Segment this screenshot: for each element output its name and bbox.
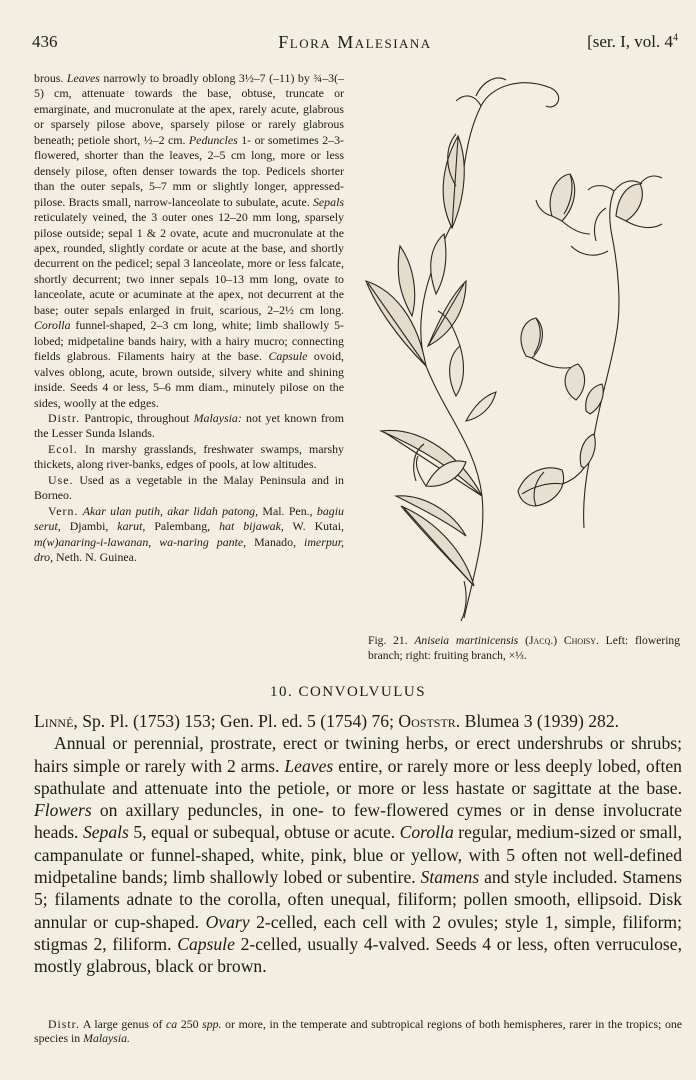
text-run: Pantropic, throughout (80, 410, 194, 425)
text-run: funnel-shaped, 2–3 cm long, white; limb shallowly 5-lobed; midpetaline bands hairy, with a hairy mucro; connecting fields glabrous. Filaments hairy at the base. (34, 318, 344, 364)
text-run: 2-celled, usually 4-valved. Seeds 4 or less, often verruculose, mostly glabrous, black or brown. (34, 933, 682, 977)
series-superscript: 4 (673, 32, 678, 44)
text-run: In marshy grasslands, freshwater swamps, marshy thickets, along river-banks, edges of pools, at low altitudes. (34, 441, 344, 472)
text-run: Flowers (34, 800, 92, 821)
text-run: on axillary peduncles, in one- to few-flowered cymes or in dense involucrate heads. (34, 800, 682, 843)
text-run: m(w)anaring-i-lawanan, wa-naring pante, (34, 534, 247, 549)
text-run: Left: flowering branch; right: fruiting branch, ×⅓. (368, 634, 681, 662)
text-run: Capsule (268, 349, 308, 364)
text-run: A large genus of (79, 1016, 167, 1031)
text-run: Use. (48, 472, 74, 487)
series-text: [ser. I, vol. 4 (587, 32, 673, 51)
text-run: not yet known from the Lesser Sunda Islands. (34, 410, 345, 441)
text-run: Aniseia martinicensis (414, 634, 519, 647)
use-paragraph (34, 473, 344, 504)
text-run: Leaves (284, 755, 334, 776)
text-run: ) (553, 634, 564, 647)
text-run: Distr. (48, 1016, 80, 1031)
text-run: narrowly to broadly oblong 3½–7 (–11) by ¾–3(–5) cm, attenuate towards the base, obtuse, truncate or emarginate, and mucronulate at the apex, rarely acute, glabrous or sparsely pilose above, sparsely pilose or rarely glabrous beneath; petiole short, ½–2 cm. (34, 71, 344, 147)
text-run: Annual or perennial, prostrate, erect or twining herbs, or erect undershrubs or shrubs; hairs simple or rarely with 2 arms. (34, 733, 682, 776)
text-run: ( (518, 634, 529, 647)
text-run: Ovary (205, 911, 250, 932)
text-run: Sepals (82, 822, 129, 843)
running-title: Flora Malesiana (278, 32, 432, 52)
text-run: Palembang, (145, 519, 220, 534)
text-run: Mal. Pen., (258, 503, 317, 518)
text-run: Neth. N. Guinea. (53, 550, 137, 565)
text-run: Akar ulan putih, akar lidah patong, (82, 503, 259, 518)
genus-citation (34, 710, 682, 732)
genus-description (34, 732, 682, 977)
species-description-column (34, 71, 344, 566)
text-run: Ooststr. (398, 711, 461, 731)
text-run: spp. (202, 1016, 222, 1031)
text-run: Used as a vegetable in the Malay Peninsula and in Borneo. (34, 472, 344, 503)
species-description (34, 71, 344, 411)
text-run: karut, (117, 519, 146, 534)
text-run: Sepals (312, 194, 344, 209)
text-run: and style included. Stamens 5; filaments adnate to the corolla, often unequal, filiform; pollen smooth, ellipsoid. Disk annular or cup-shaped. (34, 867, 682, 932)
ecology-paragraph (34, 442, 344, 473)
text-run: or more, in the temperate and subtropical regions of both hemispheres, rarer in the tropics; one species in (34, 1016, 683, 1046)
text-run: ca (166, 1016, 178, 1031)
vernacular-names-paragraph (34, 504, 344, 566)
text-run: W. Kutai, (283, 519, 344, 534)
genus-description-block (34, 710, 682, 978)
text-run: Capsule (177, 933, 235, 954)
text-run: 1- or sometimes 2–3-flowered, shorter than the leaves, 2–5 cm long, more or less densely pilose, often denser towards the top. Pedicels shorter than the outer sepals, 5–7 mm or slightly longer, appressed-pilose. Bracts small, narrow-lanceolate to subulate, acute. (34, 132, 345, 209)
series-info (587, 32, 678, 52)
text-run: Leaves (66, 71, 100, 85)
page-number: 436 (32, 32, 58, 51)
text-run: Choisy. (563, 634, 599, 647)
page-header (32, 32, 678, 56)
text-run: reticulately veined, the 3 outer ones 12–20 mm long, sparsely pilose outside; sepal 1 & 2 ovate, acute and mucronulate at the apex, rounded, slightly cordate or acute at the base, and shortly decurrent on the pedicel; sepal 3 lanceolate, more or less falcate, shortly decurrent; two inner sepals 10–13 mm long, ovate to lanceolate, acute or acuminate at the apex, not decurrent at the base; outer sepals enlarged in fruit, scarious, 2–2½ cm long. (34, 210, 344, 317)
text-run: Corolla (399, 822, 454, 843)
text-run: Ecol. (48, 441, 78, 456)
text-run: Distr. (48, 410, 81, 425)
text-run: ovoid, valves oblong, acute, brown outside, silvery white and shining inside. Seeds 4 or less, 5–6 mm diam., minutely pilose on the sides, woolly at the edges. (34, 349, 344, 410)
text-run: Peduncles (188, 132, 238, 147)
text-run: Malaysia. (83, 1031, 130, 1046)
text-run: brous. (34, 71, 67, 85)
text-run: Stamens (420, 867, 480, 888)
text-run: 2-celled, each cell with 2 ovules; style 1, simple, filiform; stigmas 2, filiform. (34, 911, 683, 954)
text-run: imerpur, dro, (34, 534, 344, 565)
text-run: 250 (177, 1016, 203, 1031)
genus-heading: 10. CONVOLVULUS (269, 684, 427, 700)
text-run: bagiu serut, (34, 503, 344, 534)
text-run: Linné (34, 711, 74, 731)
fruiting-branch-drawing (518, 174, 662, 528)
text-run: regular, medium-sized or small, campanulate or funnel-shaped, white, pink, blue or yellow, with 5 often not well-defined midpetaline bands; limb shallowly lobed or subentire. (34, 822, 682, 888)
distribution-paragraph (34, 411, 344, 442)
genus-distribution (34, 1017, 682, 1046)
text-run: , Sp. Pl. (1753) 153; Gen. Pl. ed. 5 (1754) 76; (73, 711, 399, 731)
text-run: Vern. (48, 503, 79, 518)
text-run: Blumea 3 (1939) 282. (460, 711, 620, 731)
text-run: Jacq. (528, 634, 554, 647)
text-run: Fig. 21. (368, 634, 415, 647)
botanical-illustration (356, 66, 686, 626)
text-run: Djambi, (60, 519, 118, 534)
figure-caption (368, 633, 680, 663)
text-run: Manado, (246, 534, 305, 549)
text-run: hat bijawak, (219, 519, 284, 534)
text-run: 5, equal or subequal, obtuse or acute. (128, 822, 400, 843)
text-run: Malaysia: (193, 410, 242, 425)
text-run: Corolla (34, 318, 71, 333)
text-run: entire, or rarely more or less deeply lobed, often spathulate and attenuate into the petiole, or more or less hastate or sagittate at the base. (34, 755, 682, 798)
